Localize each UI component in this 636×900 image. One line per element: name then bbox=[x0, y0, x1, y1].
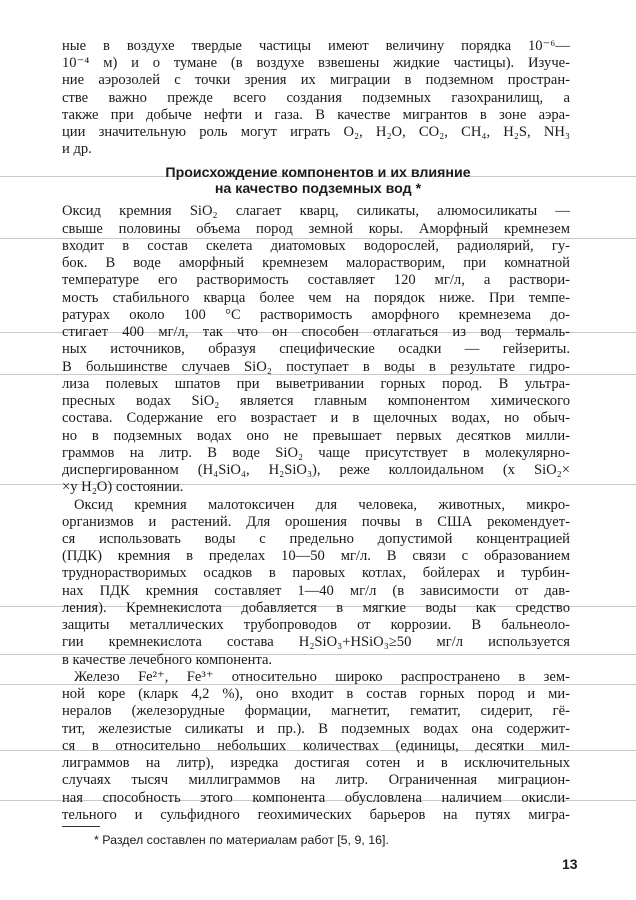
text-line: тит, железистые силикаты и пр.). В подземных водах она содержит- bbox=[62, 720, 570, 737]
text-line: бок. В воде аморфный кремнезем малорастворим, при комнатной bbox=[62, 255, 570, 272]
text-line: в качестве лечебного компонента. bbox=[62, 651, 273, 668]
text-line: температуре его растворимость составляет 120 мг/л, а раствори- bbox=[62, 272, 570, 289]
text-line: пресных водах SiO₂ является главным компонентом химического bbox=[62, 393, 570, 410]
text-line: и др. bbox=[62, 141, 92, 158]
text-line: тельного и сульфидного геохимических барьеров на путях мигра- bbox=[62, 806, 570, 823]
footnote-divider bbox=[62, 826, 100, 827]
text-line: диспергированном (H₄SiO₄, H₂SiO₃), реже коллоидальном (x SiO₂× bbox=[62, 462, 570, 479]
text-line: ной коре (кларк 4,2 %), оно входит в состав горных пород и ми- bbox=[62, 686, 570, 703]
text-line: нах ПДК кремния составляет 1—40 мг/л (в зависимости от дав- bbox=[62, 582, 570, 599]
text-line: Оксид кремния малотоксичен для человека, животных, микро- bbox=[74, 496, 570, 513]
text-line: труднорастворимых осадков в паровых котлах, бойлерах и турбин- bbox=[62, 565, 570, 582]
text-line: входит в состав скелета диатомовых водорослей, радиолярий, гу- bbox=[62, 237, 570, 254]
page-number: 13 bbox=[562, 856, 578, 872]
text-line: ратурах около 100 °С растворимость аморфного кремнезема до- bbox=[62, 306, 570, 323]
text-line: свыше половины объема пород земной коры. Аморфный кремнезем bbox=[62, 220, 570, 237]
text-line: граммов на литр. В воде SiO₂ чаще присутствует в молекулярно- bbox=[62, 444, 570, 461]
text-line: мость стабильного кварца более чем на порядок ниже. При темпе- bbox=[62, 289, 570, 306]
text-line: ×y H₂O) состоянии. bbox=[62, 479, 184, 496]
text-line: также при добыче нефти и газа. В качестве мигрантов в зоне аэра- bbox=[62, 106, 570, 123]
text-line: стигает 400 мг/л, так что он способен отлагаться из вод термаль- bbox=[62, 324, 570, 341]
text-line: стве важно прежде всего создания подземных газохранилищ, а bbox=[62, 89, 570, 106]
text-line: случаях тысяч миллиграммов на литр. Ограниченная миграцион- bbox=[62, 772, 570, 789]
text-line: Оксид кремния SiO₂ слагает кварц, силикаты, алюмосиликаты — bbox=[62, 203, 570, 220]
text-line: ся использовать воды с предельно допустимой концентрацией bbox=[62, 530, 570, 547]
footnote: * Раздел составлен по материалам работ [5, 9, 16]. bbox=[94, 833, 389, 847]
text-line: Железо Fe²⁺, Fe³⁺ относительно широко распространено в зем- bbox=[74, 668, 570, 685]
text-line: В большинстве случаев SiO₂ поступает в воды в результате гидро- bbox=[62, 358, 570, 375]
text-line: ная способность этого компонента обусловлена наличием окисли- bbox=[62, 789, 570, 806]
text-line: ных источников, образуя специфические осадки — гейзериты. bbox=[62, 341, 570, 358]
section-heading: Происхождение компонентов и их влияние bbox=[165, 164, 471, 181]
text-line: (ПДК) кремния в пределах 10—50 мг/л. В связи с образованием bbox=[62, 548, 570, 565]
text-line: ся в относительно небольших количествах (единицы, десятки мил- bbox=[62, 737, 570, 754]
text-line: защиты металлических трубопроводов от коррозии. В бальнеоло- bbox=[62, 617, 570, 634]
section-heading: на качество подземных вод * bbox=[214, 180, 422, 197]
text-line: 10⁻⁴ м) и о тумане (в воздухе взвешены жидкие частицы). Изуче- bbox=[62, 55, 570, 72]
text-line: состава. Содержание его возрастает и в щелочных водах, но обыч- bbox=[62, 410, 570, 427]
text-line: ции значительную роль могут играть O₂, H₂O, CO₂, CH₄, H₂S, NH₃ bbox=[62, 124, 570, 141]
text-line: ние аэрозолей с точки зрения их миграции в подземном простран- bbox=[62, 72, 570, 89]
text-line: лиза полевых шпатов при выветривании горных пород. В ультра- bbox=[62, 375, 570, 392]
text-line: гии кремнекислота состава H₂SiO₃+HSiO₃≥50 мг/л используется bbox=[62, 634, 570, 651]
text-line: лиграммов на литр), изредка достигая сотен и в исключительных bbox=[62, 755, 570, 772]
text-line: нералов (железорудные формации, магнетит, гематит, сидерит, гё- bbox=[62, 703, 570, 720]
text-line: ные в воздухе твердые частицы имеют величину порядка 10⁻⁶— bbox=[62, 38, 570, 54]
text-line: ления). Кремнекислота добавляется в мягкие воды как средство bbox=[62, 599, 570, 616]
text-line: но в подземных водах оно не превышает первых десятков милли- bbox=[62, 427, 570, 444]
text-line: организмов и растений. Для орошения почвы в США рекомендует- bbox=[62, 513, 570, 530]
